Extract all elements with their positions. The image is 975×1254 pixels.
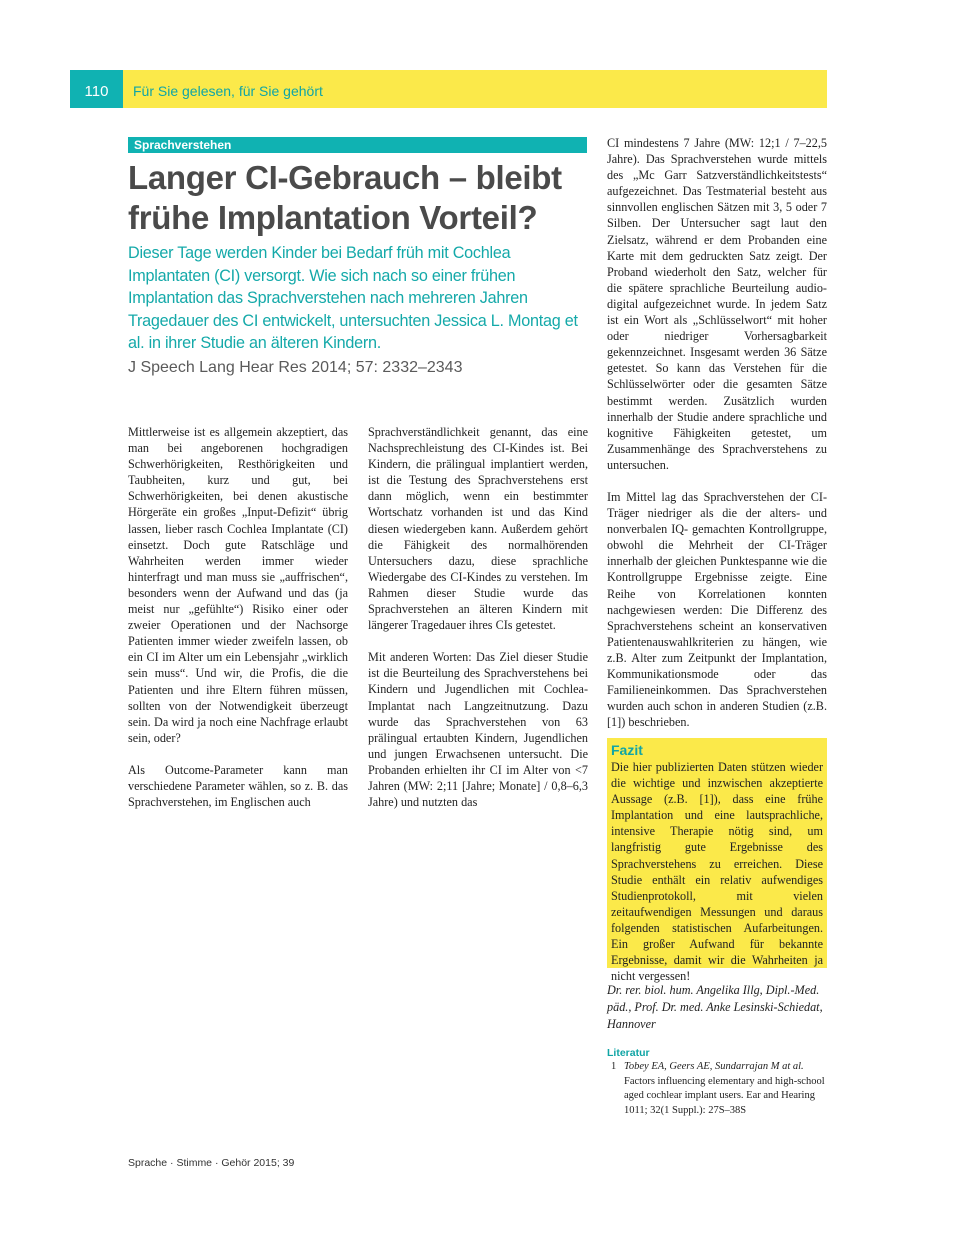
article-teaser: Dieser Tage werden Kinder bei Bedarf früh mit Cochlea Implantaten (CI) versorgt. Wie sich nach so einer frühen Implantation das Sprachverstehen nach mehreren Jahren Tragedauer des CI entwickelt, untersuchten Jessica L. Montag et al. in ihrer Studie an älteren Kindern. [128, 244, 578, 353]
section-header-title: Für Sie gelesen, für Sie gehört [133, 83, 323, 99]
body-paragraph: CI mindestens 7 Jahre (MW: 12;1 / 7–22,5 Jahre). Das Sprachverstehen wurde mittels des „Mc Garr Satzverständlichkeitstests“ aufgezeichnet. Das Testmaterial besteht aus sinnvollen englischen Sätzen mit 3, 5 oder 7 Silben. Der Untersucher sagt laut den Zielsatz, während er dem Probanden eine Karte mit dem gedruckten Satz zeigt. Der Proband wiederholt den Satz, welcher für die spätere sprachliche Beurteilung audio-digital aufgezeichnet wurde. In jedem Satz ist ein Wort als „Schlüsselwort“ mit hoher oder niedriger Vorhersagbarkeit gekennzeichnet. Insgesamt werden 36 Sätze getestet. So kann das Verstehen für die Schlüsselwörter oder die gesamten Sätze bestimmt werden. Zusätzlich wurden innerhalb der Studie andere sprachliche und kognitive Fähigkeiten getestet, um Zusammenhänge des Sprachverstehens zu untersuchen. [607, 136, 827, 472]
fazit-text: Die hier publizierten Daten stützen wieder die wichtige und inzwischen akzeptierte Aussage (z.B. [1]), dass eine frühe Implantation und eine lautsprachliche, intensive Therapie nötig sind, um langfristig gute Ergebnisse des Sprachverstehens zu erreichen. Diese Studie enthält ein relativ aufwendiges Studienprotokoll, mit vielen zeitaufwendigen Messungen und daraus folgenden statistischen Aufarbeitungen. Ein großer Aufwand für bekannte Ergebnisse, damit wir die Wahrheiten ja nicht vergessen! [611, 760, 823, 984]
body-paragraph: Im Mittel lag das Sprachverstehen der CI-Träger niedriger als die der alters- und nonverbalen IQ- gemachten Kontrollgruppe, obwohl die Mehrheit der CI-Träger innerhalb der gleichen Punktespanne wie die Kontrollgruppe Ergebnisse zeigte. Eine Reihe von Korrelationen konnten nachgewiesen werden: Die Differenz des Sprachverstehens scheint an konservativen Patientenauswahlkriterien zu hängen, wie z.B. Alter zum Zeitpunkt der Implantation, Kommunikationsmode oder das Familieneinkommen. Das Sprachverstehen wurden auch schon in anderen Studien (z.B. [1]) beschrieben. [607, 489, 827, 730]
body-paragraph: Als Outcome-Parameter kann man verschiedene Parameter wählen, so z. B. das Sprachverstehen, im Englischen auch [128, 762, 348, 810]
category-tag: Sprachverstehen [128, 137, 587, 153]
body-column-2 [368, 424, 588, 826]
author-credits: Dr. rer. biol. hum. Angelika Illg, Dipl.-Med. päd., Prof. Dr. med. Anke Lesinski-Schiedat, Hannover [607, 983, 823, 1031]
article-title: Langer CI-Gebrauch – bleibt frühe Implantation Vorteil? [128, 159, 562, 236]
literature-title: Literatur [607, 1047, 650, 1059]
literature-entry-number: 1 [611, 1061, 617, 1072]
running-header [70, 70, 827, 108]
literature-entry-authors: Tobey EA, Geers AE, Sundarrajan M at al. [624, 1061, 804, 1072]
body-column-3 [607, 135, 827, 746]
literature-entry [611, 1060, 827, 1118]
article-citation: J Speech Lang Hear Res 2014; 57: 2332–2343 [128, 359, 463, 376]
literature-entry-text: Factors influencing elementary and high-school aged cochlear implant users. Ear and Hearing 1011; 32(1 Suppl.): 27S–38S [624, 1075, 825, 1116]
page-footer: Sprache · Stimme · Gehör 2015; 39 [128, 1157, 295, 1169]
body-column-1 [128, 424, 348, 826]
body-paragraph: Mittlerweise ist es allgemein akzeptiert, das man bei angeborenen hochgradigen Schwerhörigkeiten, Resthörigkeiten und Taubheiten, kurz und gut, bei Schwerhörigkeiten, bei denen akustische Hörgeräte ein großes „Input-Defizit“ übrig lassen, lieber rasch Cochlea Implantate (CI) einsetzt. Doch gute Ratschläge und Wahrheiten werden immer wieder hinterfragt und man muss sie „auffrischen“, besonders wenn der Aufwand und das (ja meist nur „gefühlte“) Risiko einer oder zweier Operationen und der Nachsorge Patienten immer wieder zweifeln lassen, ob ein CI im Alter um ein Lebensjahr „wirklich sein muss“. Und wir, die Profis, die die Patienten und ihre Eltern führen müssen, sollten von der Notwendigkeit überzeugt sein. Da wird ja noch eine Nachfrage erlaubt sein, oder? [128, 425, 348, 745]
body-paragraph: Mit anderen Worten: Das Ziel dieser Studie ist die Beurteilung des Sprachverstehens bei Kindern und Jugendlichen mit Cochlea-Implantat nach Langzeitnutzung. Dazu wurde das Sprachverstehen von 63 prälingual ertaubten Kindern, Jugendlichen und jungen Erwachsenen untersucht. Die Probanden erhielten ihr CI im Alter von <7 Jahren (MW: 2;11 [Jahre; Monate] / 0,8–6,3 Jahre) und nutzten das [368, 650, 588, 810]
page-number: 110 [70, 70, 123, 108]
fazit-box [607, 738, 827, 984]
body-paragraph: Sprachverständlichkeit genannt, das eine Nachsprechleistung des CI-Kindes ist. Bei Kindern, die prälingual implantiert werden, ist die Testung des Sprachverstehens erst dann möglich, wenn ein bestimmter Wortschatz vorhanden ist und das Kind diesen wiedergeben kann. Außerdem gehört die Fähigkeit des normalhörenden Untersuchers dazu, diese sprachliche Wiedergabe des CI-Kindes zu verstehen. Im Rahmen dieser Studie wurde das Sprachverstehen an älteren Kindern mit längerer Tragedauer ihres CIs getestet. [368, 425, 588, 633]
fazit-title: Fazit [611, 742, 643, 758]
